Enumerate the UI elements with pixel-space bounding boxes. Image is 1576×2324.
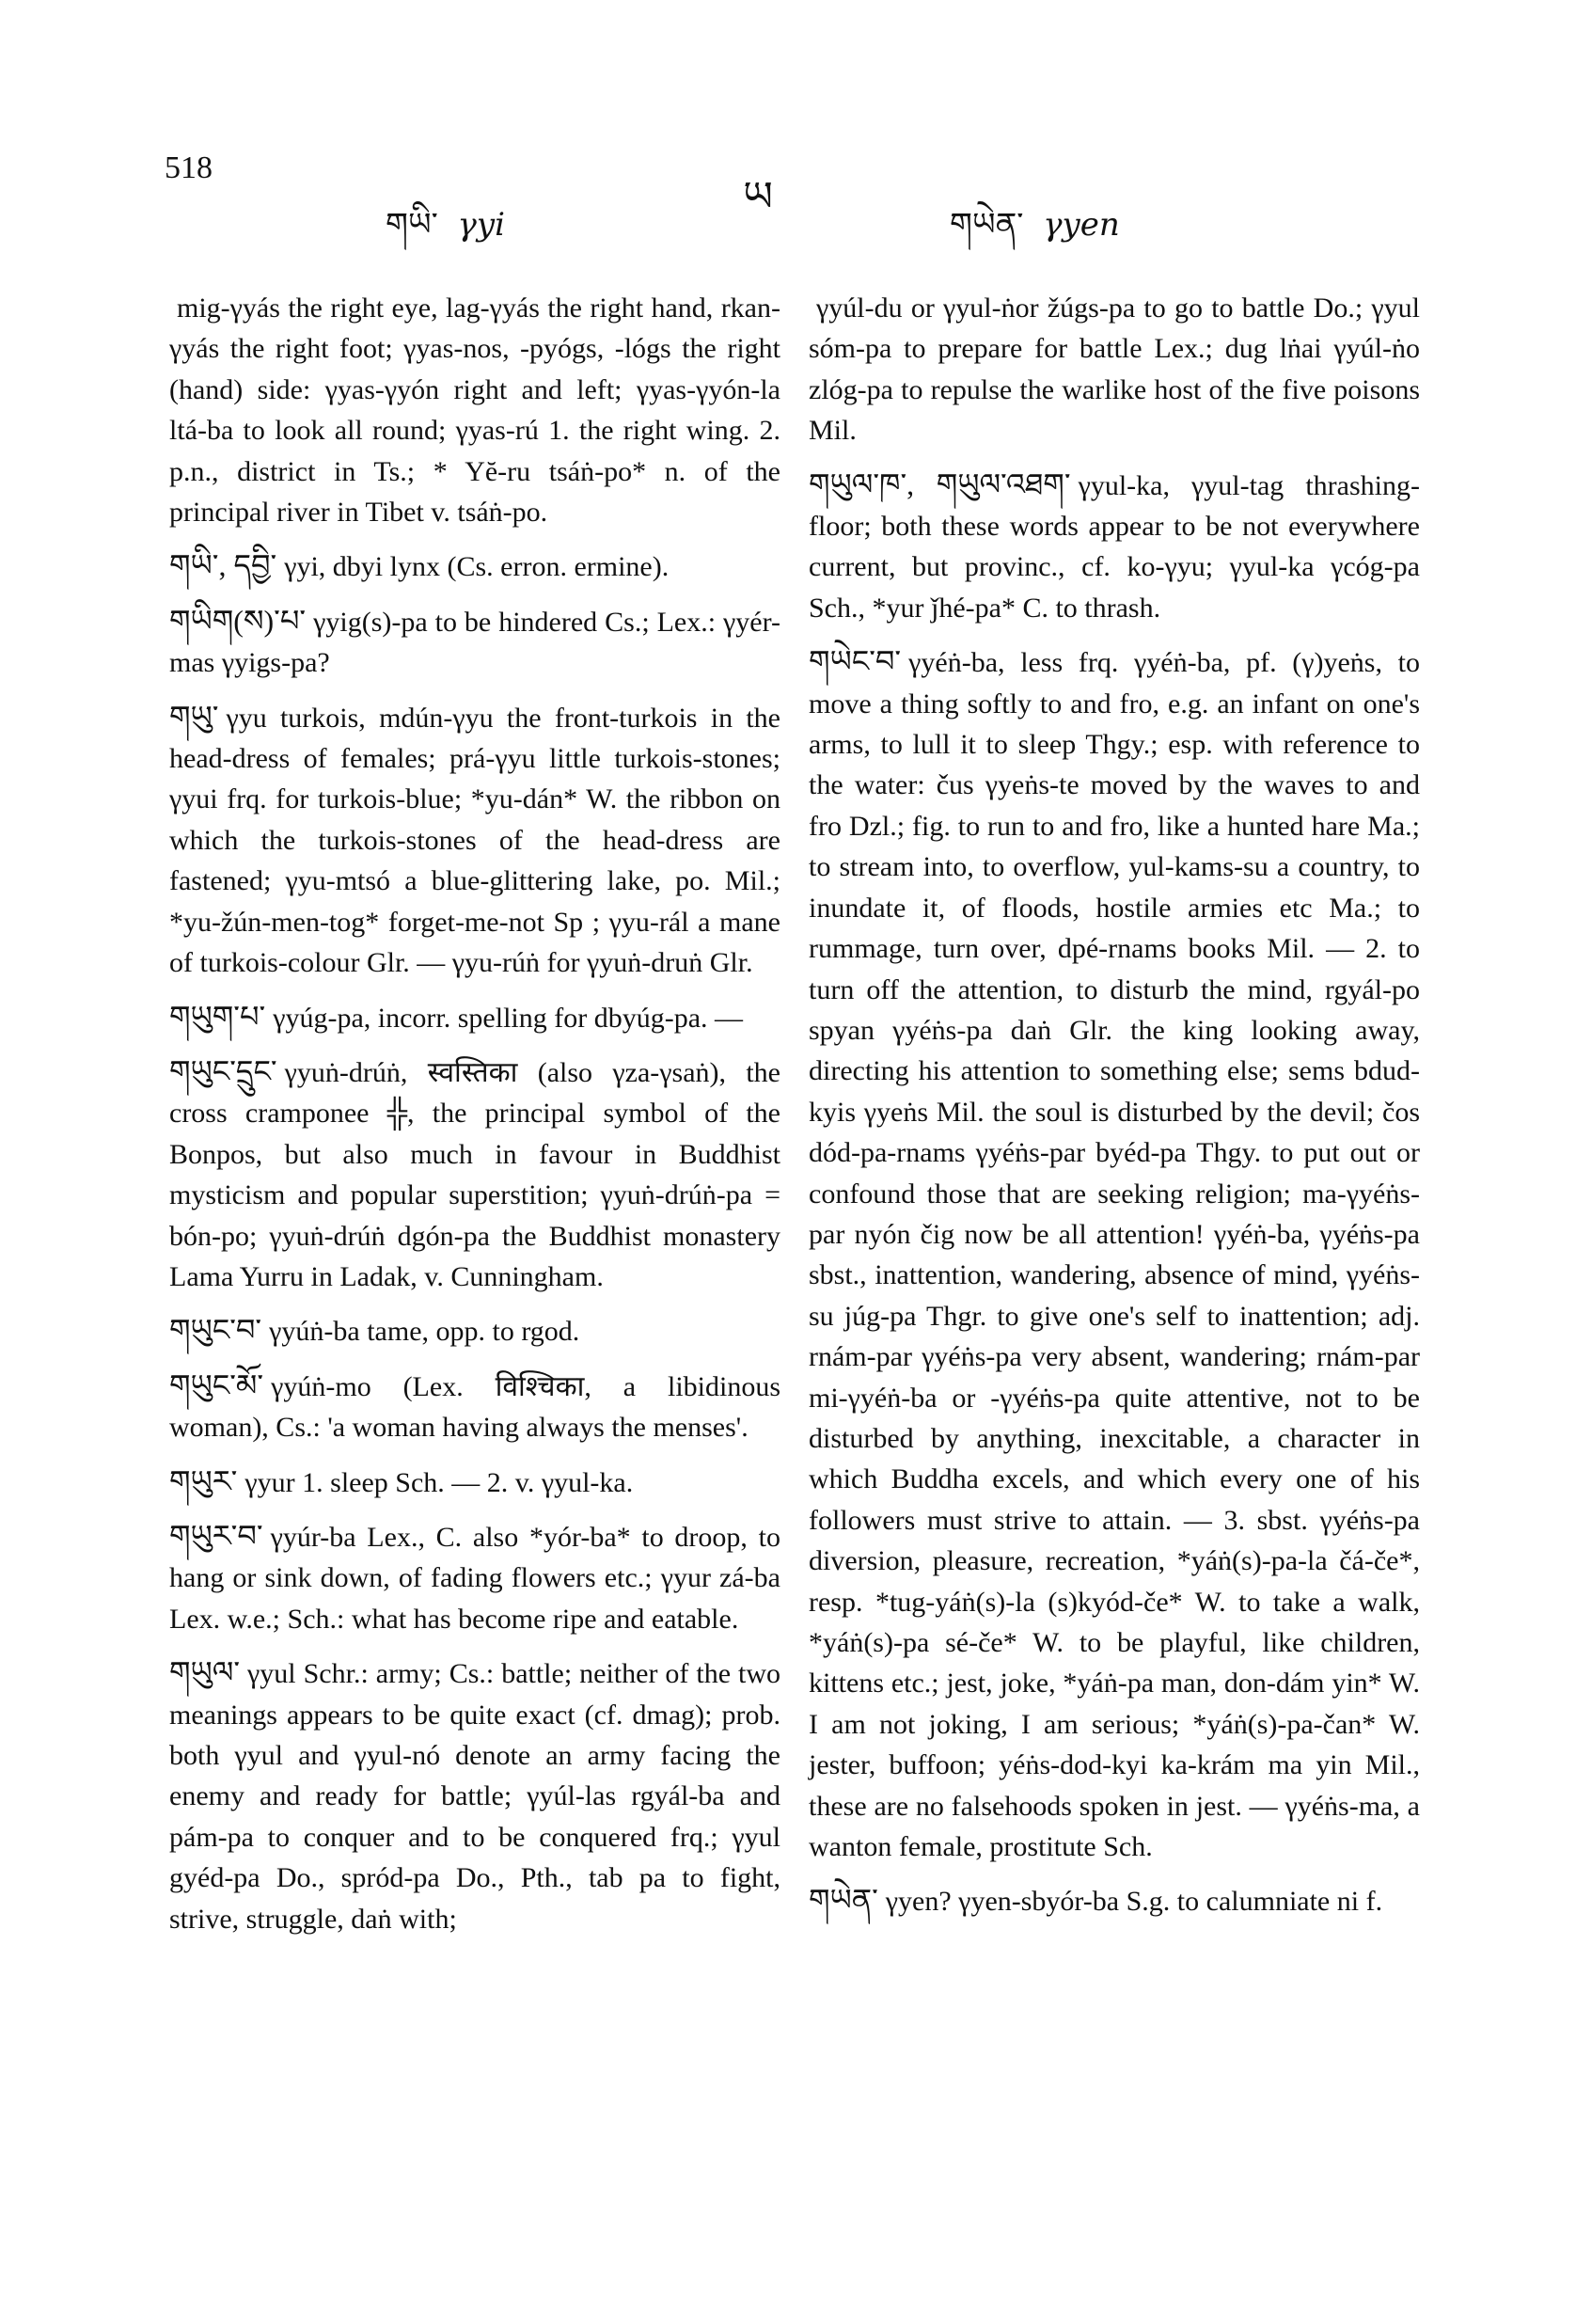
section-letter: ཡ [743,173,773,221]
entry-tibetan: གཡུར་བ་ [169,1518,263,1553]
entry-text: γyúg-pa, incorr. spelling for dbyúg-pa. — [273,1002,744,1034]
dictionary-entry [169,997,780,1038]
running-head-right-tibetan: གཡེན་ [950,206,1024,244]
entry-text: γyul-ka, γyul-tag thrashing-floor; both these words appear to be not everywhere current, but provinc., cf. ko-γyu; γyul-ka γcóg-pa Sch., *yur ǰhé-pa* C. to thrash. [809,469,1420,624]
entry-tibetan: གཡུག་པ་ [169,999,266,1034]
entry-text: γyuṅ-drúṅ, स्वस्तिका (also γza-γsaṅ), the cross cramponee ╬, the principal symbol of the Bonpos, but also much in favour in Buddhist mysticism and popular superstition; γyuṅ-drúṅ-pa = bón-po; γyuṅ-drúṅ dgón-pa the Buddhist monastery Lama Yurru in Ladak, v. Cunningham. [169,1056,780,1292]
entry-tibetan: གཡུང་བ་ [169,1313,262,1348]
running-head-left-tibetan: གཡི་ [386,206,438,244]
running-head-left-roman: γyi [457,206,505,244]
dictionary-entry [169,1462,780,1503]
dictionary-entry [169,1366,780,1448]
dictionary-entry [169,1051,780,1297]
running-head-right-roman: γyen [1043,206,1120,244]
page-number: 518 [165,150,213,185]
dictionary-entry [809,641,1420,1867]
entry-tibetan: གཡུལ་ [169,1655,241,1690]
entry-text: γyi, dbyi lynx (Cs. erron. ermine). [284,551,670,583]
entry-tibetan: གཡུར་ [169,1463,238,1498]
dictionary-entry [809,287,1420,451]
left-column [169,287,780,1952]
page-header [0,0,1576,263]
entry-tibetan: གཡུ་ [169,699,219,734]
entry-tibetan: གཡུང་མོ་ [169,1368,264,1402]
entry-text: γyig(s)-pa to be hindered Cs.; Lex.: γyér-mas γyigs-pa? [169,606,780,679]
entry-tibetan: གཡེན་ [809,1883,878,1918]
running-head-left [386,188,505,278]
entry-tibetan: གཡུང་དྲུང་ [169,1053,277,1088]
entry-tibetan: གཡིག(ས)་པ་ [169,603,307,638]
running-head-right [950,188,1120,278]
right-column [809,287,1420,1936]
dictionary-entry [169,1516,780,1639]
entry-text: γyúṅ-ba tame, opp. to rgod. [269,1316,580,1348]
entry-text: γyúr-ba Lex., C. also *yór-ba* to droop, to hang or sink down, of fading flowers etc.; γyur zá-ba Lex. w.e.; Sch.: what has become ripe and eatable. [169,1521,780,1635]
entry-tibetan: གཡེང་བ་ [809,644,902,679]
dictionary-entry [809,465,1420,629]
entry-text: γyur 1. sleep Sch. — 2. v. γyul-ka. [244,1466,634,1498]
dictionary-entry [169,545,780,587]
entry-tibetan: གཡི་, དབྱི་ [169,548,277,583]
entry-text: γyúṅ-mo (Lex. विश्चिका, a libidinous woman), Cs.: 'a woman having always the menses'. [169,1370,780,1444]
entry-text: γyúl-du or γyul-ṅor žúgs-pa to go to battle Do.; γyul sóm-pa to prepare for battle Lex.; dug lṅai γyúl-ṅo zlóg-pa to repulse the warlike host of the five poisons Mil. [809,292,1420,447]
entry-text: γyéṅ-ba, less frq. γyéṅ-ba, pf. (γ)yeṅs, to move a thing softly to and fro, e.g. an infant on one's arms, to lull it to sleep Thgy.; esp. with reference to the water: čus γyeṅs-te moved by the waves to and fro Dzl.; fig. to run to and fro, like a hunted hare Ma.; to stream into, to overflow, yul-kams-su a country, to inundate it, of floods, hostile armies etc Ma.; to rummage, turn over, dpé-rnams books Mil. — 2. to turn off the attention, to disturb the mind, rgyál-po spyan γyéṅs-pa daṅ Glr. the king looking away, directing his attention to something else; sems bdud-kyis γyeṅs Mil. the soul is disturbed by the devil; čos dód-pa-rnams γyéṅs-par byéd-pa Thgy. to put out or confound those that are seeking religion; ma-γyéṅs-par nyón čig now be all attention! γyéṅ-ba, γyéṅs-pa sbst., inattention, wandering, absence of mind, γyéṅs-su júg-pa Thgr. to give one's self to inattention; adj. rnám-par γyéṅs-pa very absent, wandering; rnám-par mi-γyéṅ-ba or -γyéṅs-pa quite attentive, not to be disturbed by anything, inexcitable, a character in which Buddha excels, and which every one of his followers must strive to attain. — 3. sbst. γyéṅs-pa diversion, pleasure, recreation, *yáṅ(s)-pa-la čá-če*, resp. *tug-yáṅ(s)-la (s)kyód-če* W. to take a walk, *yáṅ(s)-pa sé-če* W. to be playful, like children, kittens etc.; jest, joke, *yáṅ-pa man, don-dám yin* W. I am not joking, I am serious; *yáṅ(s)-pa-čan* W. jester, buffoon; yéṅs-dod-kyi ka-krám ma yin Mil., these are no falsehoods spoken in jest. — γyéṅs-ma, a wanton female, prostitute Sch. [809,647,1420,1863]
entry-text: γyu turkois, mdún-γyu the front-turkois in the head-dress of females; prá-γyu little turkois-stones; γyui frq. for turkois-blue; *yu-dán* W. the ribbon on which the turkois-stones of the head-dress are fastened; γyu-mtsó a blue-glittering lake, po. Mil.; *yu-žún-men-tog* forget-me-not Sp ; γyu-rál a mane of turkois-colour Glr. — γyu-rúṅ for γyuṅ-druṅ Glr. [169,702,780,979]
entry-text: γyen? γyen-sbyór-ba S.g. to calumniate ni f. [885,1886,1383,1918]
dictionary-entry [169,1652,780,1939]
dictionary-entry [169,601,780,684]
dictionary-entry [169,697,780,984]
entry-tibetan: གཡུལ་ཁ་, གཡུལ་འཐག་ [809,466,1071,501]
dictionary-entry [169,1310,780,1352]
entry-text: γyul Schr.: army; Cs.: battle; neither of the two meanings appears to be quite exact (cf. dmag); prob. both γyul and γyul-nó denote an army facing the enemy and ready for battle; γyúl-las rgyál-ba and pám-pa to conquer and to be conquered frq.; γyul gyéd-pa Do., spród-pa Do., Pth., tab pa to fight, strive, struggle, daṅ with; [169,1658,780,1935]
dictionary-entry [809,1880,1420,1921]
dictionary-entry [169,287,780,532]
entry-text: mig-γyás the right eye, lag-γyás the right hand, rkan-γyás the right foot; γyas-nos, -pyógs, -lógs the right (hand) side: γyas-γyón right and left; γyas-γyón-la ltá-ba to look all round; γyas-rú 1. the right wing. 2. p.n., district in Ts.; * Yĕ-ru tsáṅ-po* n. of the principal river in Tibet v. tsáṅ-po. [169,292,780,529]
